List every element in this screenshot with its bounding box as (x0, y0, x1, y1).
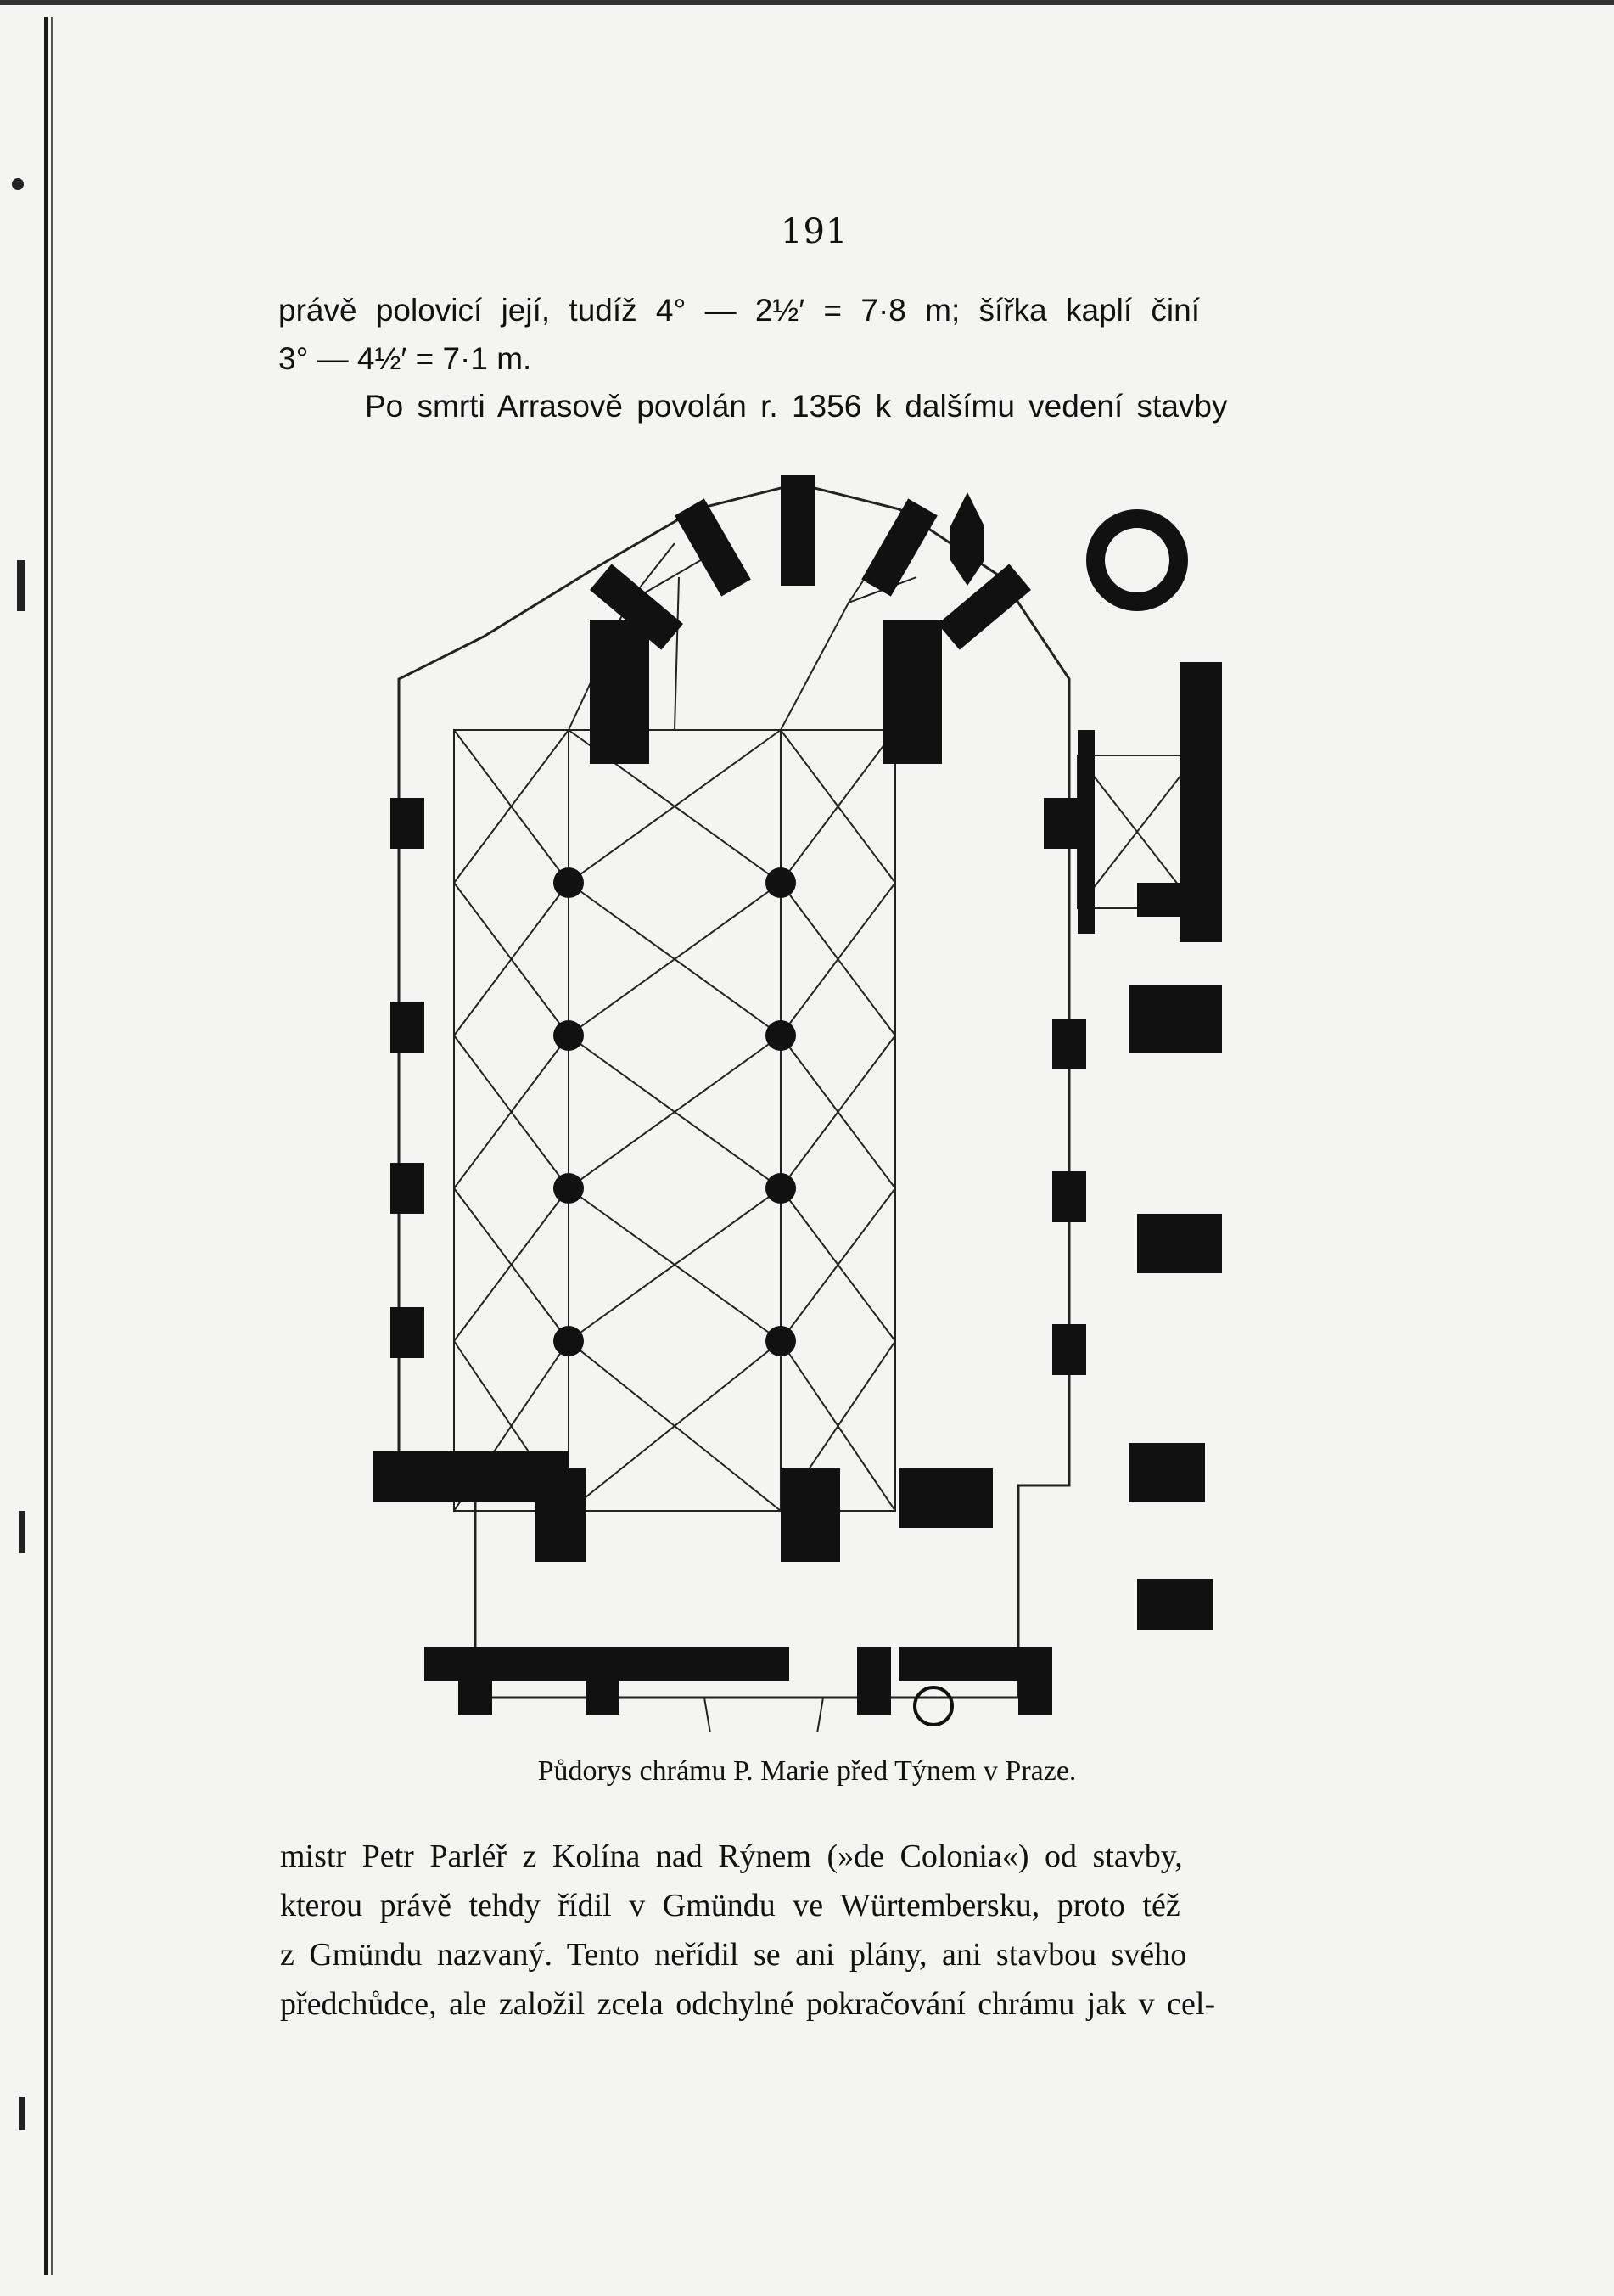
scan-edge-mark (19, 1511, 25, 1553)
plan-detail-pinnacle (950, 492, 984, 586)
page-number: 191 (781, 212, 849, 251)
text-line: předchůdce, ale založil zcela odchylné pokračování chrámu jak v cel- (280, 1986, 1216, 2022)
scan-edge-mark (17, 560, 25, 611)
text-line: právě polovicí její, tudíž 4° — 2½′ = 7·8 m; šířka kaplí činí (278, 293, 1201, 328)
plan-south-aisle (454, 730, 569, 1511)
figure-caption: Půdorys chrámu P. Marie před Týnem v Praze. (537, 1755, 1077, 1787)
text-line: z Gmündu nazvaný. Tento neřídil se ani plány, ani stavbou svého (280, 1937, 1187, 1973)
plan-pier (553, 867, 584, 898)
plan-buttress (675, 498, 751, 596)
scan-edge-line (44, 17, 48, 2275)
plan-nave (569, 730, 781, 1511)
text-line: Po smrti Arrasově povolán r. 1356 k dalšímu vedení stavby (365, 389, 1228, 424)
scan-edge-mark (19, 2097, 25, 2130)
scan-edge-mark (12, 178, 24, 190)
plan-spiral-stair (915, 1687, 952, 1725)
text-line: kterou právě tehdy řídil v Gmündu ve Würtembersku, proto též (280, 1888, 1180, 1923)
scan-edge-line (0, 0, 1614, 5)
plan-north-aisle (781, 730, 895, 1511)
plan-buttress (861, 498, 938, 596)
plan-pier (765, 867, 796, 898)
text-line: mistr Petr Parléř z Kolína nad Rýnem (»de Colonia«) od stavby, (280, 1838, 1183, 1874)
scan-edge-line (51, 17, 53, 2275)
floor-plan-figure (373, 475, 1273, 1732)
text-line: 3° — 4½′ = 7·1 m. (278, 341, 532, 376)
